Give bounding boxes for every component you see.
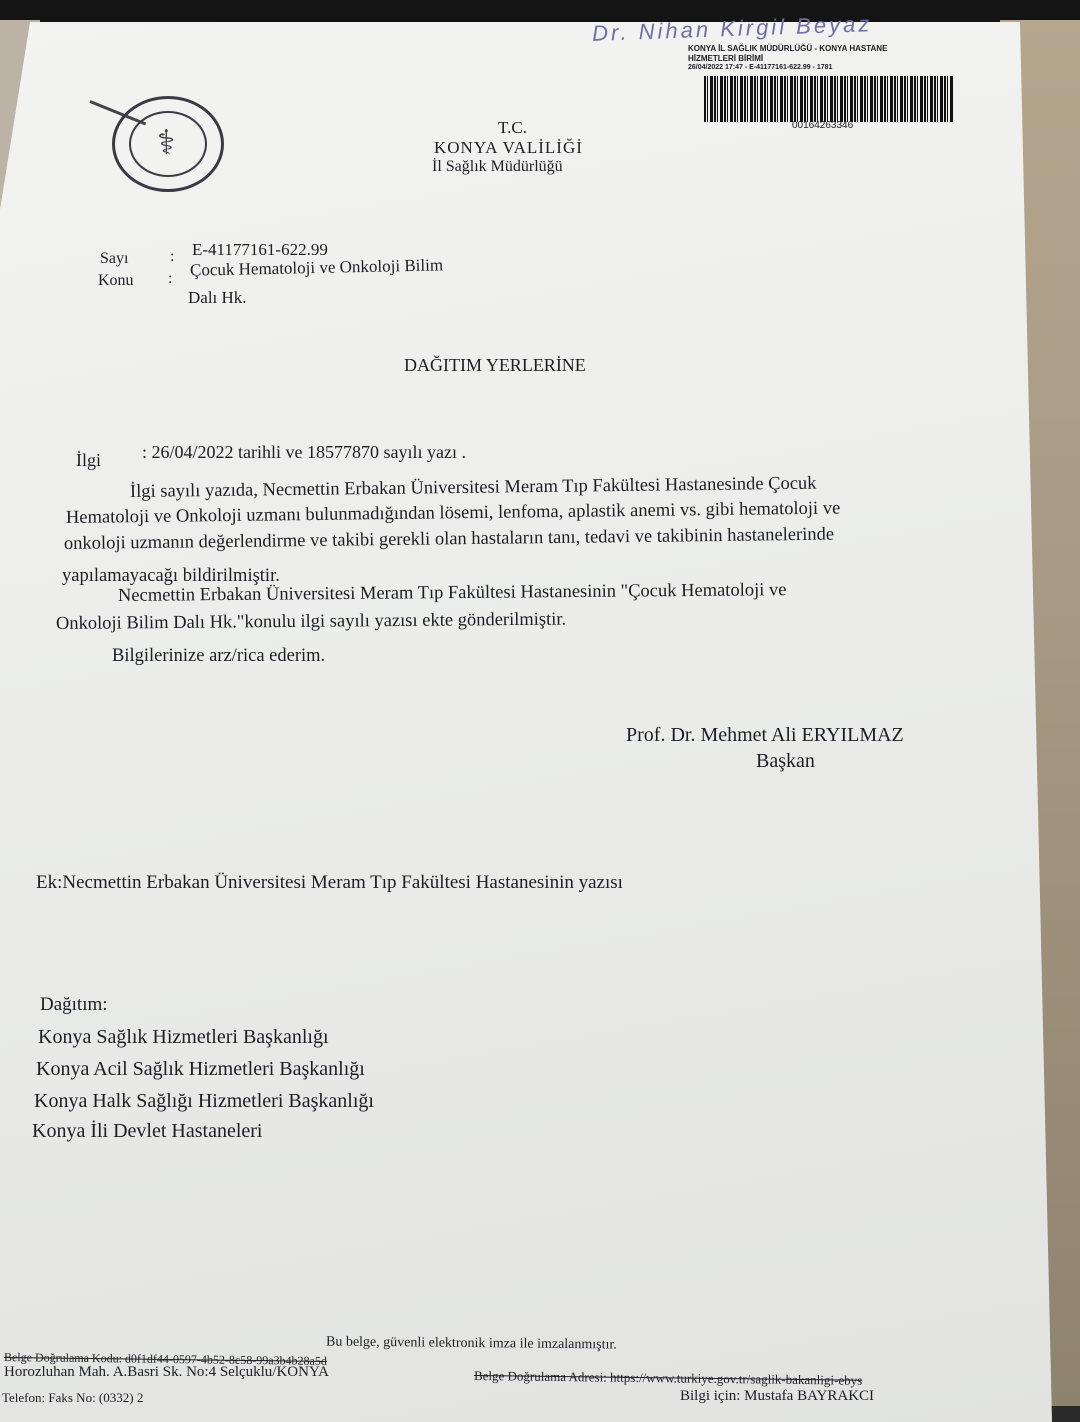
footer-phone: Telefon: Faks No: (0332) 2 xyxy=(2,1390,144,1405)
seal-inner-ring xyxy=(129,111,207,177)
document-page xyxy=(0,22,1052,1422)
header-directorate: İl Sağlık Müdürlüğü xyxy=(432,158,563,175)
attachment-note: Ek:Necmettin Erbakan Üniversitesi Meram Tıp Fakültesi Hastanesinin yazısı xyxy=(36,872,623,893)
ministry-seal-logo xyxy=(112,96,224,192)
body-p2-line-2: Onkoloji Bilim Dalı Hk."konulu ilgi sayılı yazısı ekte gönderilmiştir. xyxy=(55,609,567,634)
signatory-name: Prof. Dr. Mehmet Ali ERYILMAZ xyxy=(626,724,904,746)
body-p1-line-4: yapılamayacağı bildirilmiştir. xyxy=(62,566,280,586)
body-p2-line-1: Necmettin Erbakan Üniversitesi Meram Tıp Fakültesi Hastanesinin "Çocuk Hematoloji ve xyxy=(117,580,787,606)
barcode-number: 00164263346 xyxy=(792,120,854,131)
body-p1-line-2: Hematoloji ve Onkoloji uzmanı bulunmadığından lösemi, lenfoma, aplastik anemi vs. gibi hematoloji ve xyxy=(65,498,841,528)
header-governorship: KONYA VALİLİĞİ xyxy=(434,138,583,157)
body-p1-line-3: onkoloji uzmanın değerlendirme ve takibi gerekli olan hastaların tanı, tedavi ve takibinin hastanelerinde xyxy=(63,524,835,554)
top-bar xyxy=(0,0,1080,22)
konu-colon: : xyxy=(168,270,173,287)
esign-notice: Bu belge, güvenli elektronik imza ile imzalanmıştır. xyxy=(325,1334,617,1353)
body-p1-line-1: İlgi sayılı yazıda, Necmettin Erbakan Üniversitesi Meram Tıp Fakültesi Hastanesinde Çocuk xyxy=(129,473,817,502)
handwritten-note: Dr. Nihan Kirgil Beyaz xyxy=(591,11,873,46)
distribution-item: Konya Halk Sağlığı Hizmetleri Başkanlığı xyxy=(34,1090,374,1112)
caduceus-icon: ⚕ xyxy=(157,125,176,162)
distribution-label: Dağıtım: xyxy=(40,994,108,1015)
ilgi-text: : 26/04/2022 tarihli ve 18577870 sayılı yazı . xyxy=(142,442,466,462)
recipient-heading: DAĞITIM YERLERİNE xyxy=(404,355,586,375)
footer-info: Bilgi için: Mustafa BAYRAKCI xyxy=(680,1388,875,1404)
footer-address: Horozluhan Mah. A.Basri Sk. No:4 Selçuklu/KONYA xyxy=(4,1364,329,1380)
verify-address: Belge Doğrulama Adresi: https://www.turkiye.gov.tr/saglik-bakanligi-ebys xyxy=(473,1368,863,1388)
konu-label: Konu xyxy=(98,272,134,289)
konu-value-line-1: Çocuk Hematoloji ve Onkoloji Bilim xyxy=(189,255,444,280)
body-p3: Bilgilerinize arz/rica ederim. xyxy=(112,646,326,666)
distribution-item: Konya Sağlık Hizmetleri Başkanlığı xyxy=(38,1026,329,1048)
sayi-value: E-41177161-622.99 xyxy=(192,240,328,259)
stamp-line-3: 26/04/2022 17:47 - E-41177161-622.99 - 1781 xyxy=(688,64,833,71)
barcode xyxy=(704,76,954,122)
signatory-title: Başkan xyxy=(756,750,815,772)
ilgi-label: İlgi xyxy=(76,450,101,470)
konu-value-line-2: Dalı Hk. xyxy=(188,288,247,307)
verify-code: Belge Doğrulama Kodu: d0f1df44-0597-4b52-8c58-99a3b4b28a5d xyxy=(3,1350,328,1368)
distribution-item: Konya Acil Sağlık Hizmetleri Başkanlığı xyxy=(36,1058,365,1080)
sayi-label: Sayı xyxy=(100,250,129,267)
stamp-line-1: KONYA İL SAĞLIK MÜDÜRLÜĞÜ - KONYA HASTANE xyxy=(688,44,888,53)
distribution-item: Konya İli Devlet Hastaneleri xyxy=(32,1120,263,1142)
stamp-line-2: HİZMETLERİ BİRİMİ xyxy=(688,54,764,63)
sayi-colon: : xyxy=(170,248,175,265)
header-tc: T.C. xyxy=(498,118,527,137)
